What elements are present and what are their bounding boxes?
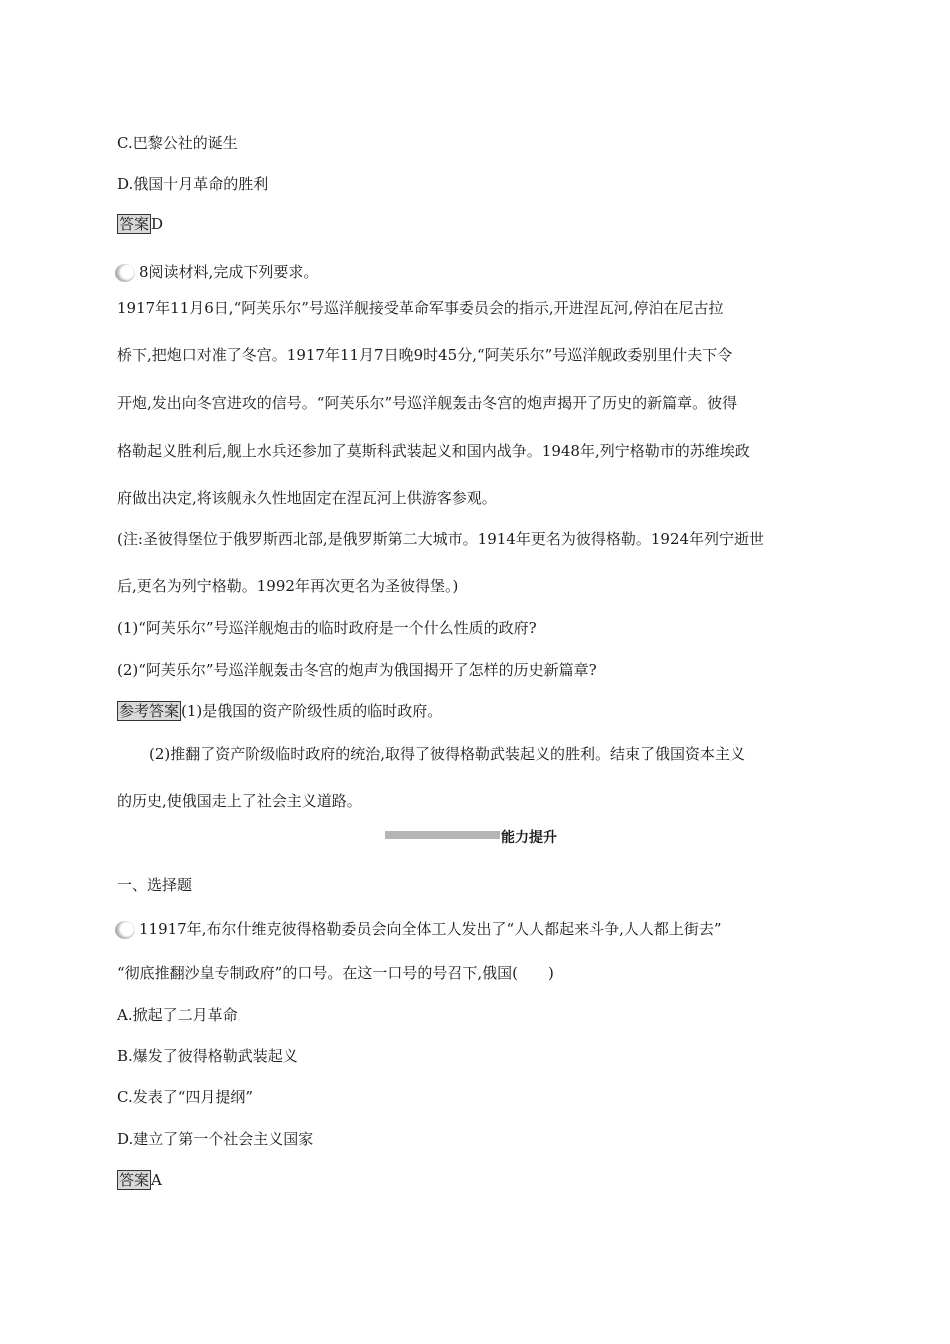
question-badge-icon [115, 263, 137, 283]
question-badge-icon [115, 920, 137, 940]
q1-stem-text: 1917年,布尔什维克彼得格勒委员会向全体工人发出了“人人都起来斗争,人人都上街去” [148, 920, 722, 938]
q1-option-b: B.爆发了彼得格勒武装起义 [117, 1047, 298, 1065]
answer-value: D [151, 215, 164, 233]
q8-material-line: 格勒起义胜利后,舰上水兵还参加了莫斯科武装起义和国内战争。1948年,列宁格勒市的苏维埃政 [117, 442, 750, 460]
answer-tag: 答案 [119, 215, 150, 233]
q8-question-1: (1)“阿芙乐尔”号巡洋舰炮击的临时政府是一个什么性质的政府? [117, 619, 537, 637]
q8-material-line: 府做出决定,将该舰永久性地固定在涅瓦河上供游客参观。 [117, 489, 497, 507]
q8-answer-2-line: (2)推翻了资产阶级临时政府的统治,取得了彼得格勒武装起义的胜利。结束了俄国资本主义 [149, 745, 746, 763]
answer-tag: 答案 [119, 1171, 150, 1189]
q8-prompt: 阅读材料,完成下列要求。 [148, 263, 319, 281]
q1-stem-line [115, 919, 722, 939]
q8-header [115, 262, 318, 282]
q1-option-d: D.建立了第一个社会主义国家 [117, 1130, 314, 1148]
q8-material-line: 桥下,把炮口对准了冬宫。1917年11月7日晚9时45分,“阿芙乐尔”号巡洋舰政委别里什夫下令 [117, 346, 733, 364]
q8-material-line: 开炮,发出向冬宫进攻的信号。“阿芙乐尔”号巡洋舰轰击冬宫的炮声揭开了历史的新篇章。彼得 [117, 394, 738, 412]
q1-number: 1 [139, 920, 149, 938]
q7-option-c: C.巴黎公社的诞生 [117, 134, 238, 152]
q8-note-line: 后,更名为列宁格勒。1992年再次更名为圣彼得堡。) [117, 577, 459, 595]
q8-note-line: (注:圣彼得堡位于俄罗斯西北部,是俄罗斯第二大城市。1914年更名为彼得格勒。1924年列宁逝世 [117, 530, 765, 548]
q8-question-2: (2)“阿芙乐尔”号巡洋舰轰击冬宫的炮声为俄国揭开了怎样的历史新篇章? [117, 661, 597, 679]
section-title: 能力提升 [501, 830, 557, 846]
q7-option-d: D.俄国十月革命的胜利 [117, 175, 269, 193]
q8-number: 8 [139, 263, 149, 281]
subsection-title: 一、选择题 [117, 876, 193, 894]
section-bar [385, 831, 500, 839]
q8-answer-row [117, 701, 442, 721]
answer-value: A [151, 1171, 162, 1189]
q8-answer-1: (1)是俄国的资产阶级性质的临时政府。 [181, 702, 443, 720]
q1-option-a: A.掀起了二月革命 [117, 1006, 238, 1024]
q1-option-c: C.发表了“四月提纲” [117, 1088, 254, 1106]
q1-stem-line: “彻底推翻沙皇专制政府”的口号。在这一口号的号召下,俄国( ) [117, 964, 554, 982]
q8-answer-2-line: 的历史,使俄国走上了社会主义道路。 [117, 792, 362, 810]
reference-answer-tag: 参考答案 [119, 702, 180, 720]
q8-material-line: 1917年11月6日,“阿芙乐尔”号巡洋舰接受革命军事委员会的指示,开进涅瓦河,停泊在尼古拉 [117, 299, 724, 317]
q1-answer-row [117, 1170, 162, 1190]
q7-answer-row [117, 214, 163, 234]
